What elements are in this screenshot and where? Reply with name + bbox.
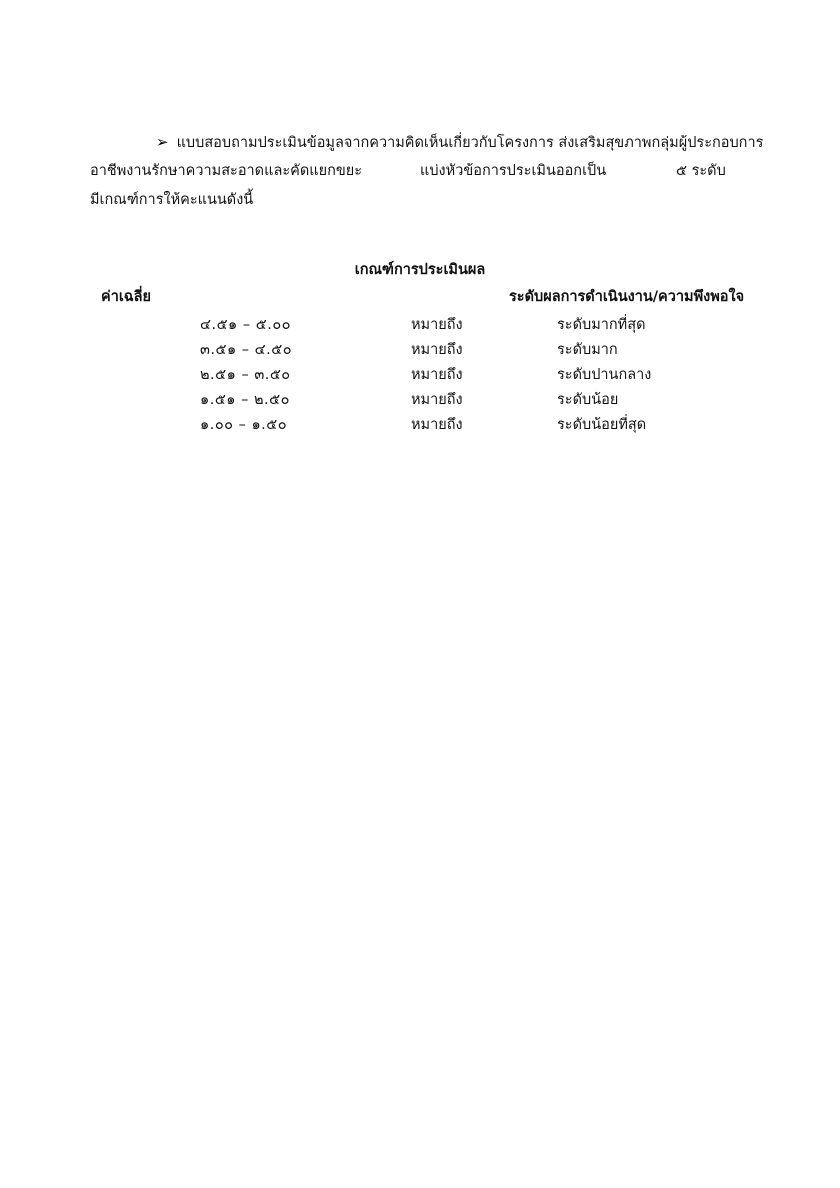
intro-paragraph	[90, 128, 764, 215]
means-label: หมายถึง	[411, 367, 463, 383]
level-label: ระดับมาก	[557, 342, 618, 358]
intro-line-1	[90, 128, 764, 157]
criteria-row	[0, 363, 840, 388]
intro-line-2-part-c: ๕ ระดับ	[676, 163, 726, 179]
means-label: หมายถึง	[411, 417, 463, 433]
means-label: หมายถึง	[411, 317, 463, 333]
arrow-bullet-icon: ➢	[156, 133, 169, 151]
column-header-level: ระดับผลการดำเนินงาน/ความพึงพอใจ	[509, 289, 745, 305]
score-range: ๔.๕๑ – ๕.๐๐	[200, 317, 292, 333]
criteria-row	[0, 413, 840, 438]
level-label: ระดับน้อย	[557, 392, 619, 408]
criteria-row	[0, 338, 840, 363]
intro-line-2-part-a: อาชีพงานรักษาความสะอาดและคัดแยกขยะ	[90, 163, 363, 179]
score-range: ๑.๐๐ – ๑.๕๐	[200, 417, 288, 433]
intro-line-1-text: แบบสอบถามประเมินข้อมูลจากความคิดเห็นเกี่ยวกับโครงการ ส่งเสริมสุขภาพกลุ่มผู้ประกอบการ	[176, 135, 764, 151]
score-range: ๑.๕๑ – ๒.๕๐	[200, 392, 290, 408]
intro-line-2-part-b: แบ่งหัวข้อการประเมินออกเป็น	[420, 163, 607, 179]
intro-line-2	[90, 157, 750, 186]
level-label: ระดับมากที่สุด	[557, 317, 646, 333]
means-label: หมายถึง	[411, 392, 463, 408]
intro-line-3: มีเกณฑ์การให้คะแนนดังนี้	[90, 192, 254, 208]
criteria-row	[0, 313, 840, 338]
criteria-title: เกณฑ์การประเมินผล	[354, 262, 486, 278]
score-range: ๓.๕๑ – ๔.๕๐	[200, 342, 293, 358]
means-label: หมายถึง	[411, 342, 463, 358]
criteria-row	[0, 388, 840, 413]
level-label: ระดับปานกลาง	[557, 367, 652, 383]
score-range: ๒.๕๑ – ๓.๕๐	[200, 367, 291, 383]
level-label: ระดับน้อยที่สุด	[557, 417, 647, 433]
column-header-mean: ค่าเฉลี่ย	[101, 289, 152, 305]
